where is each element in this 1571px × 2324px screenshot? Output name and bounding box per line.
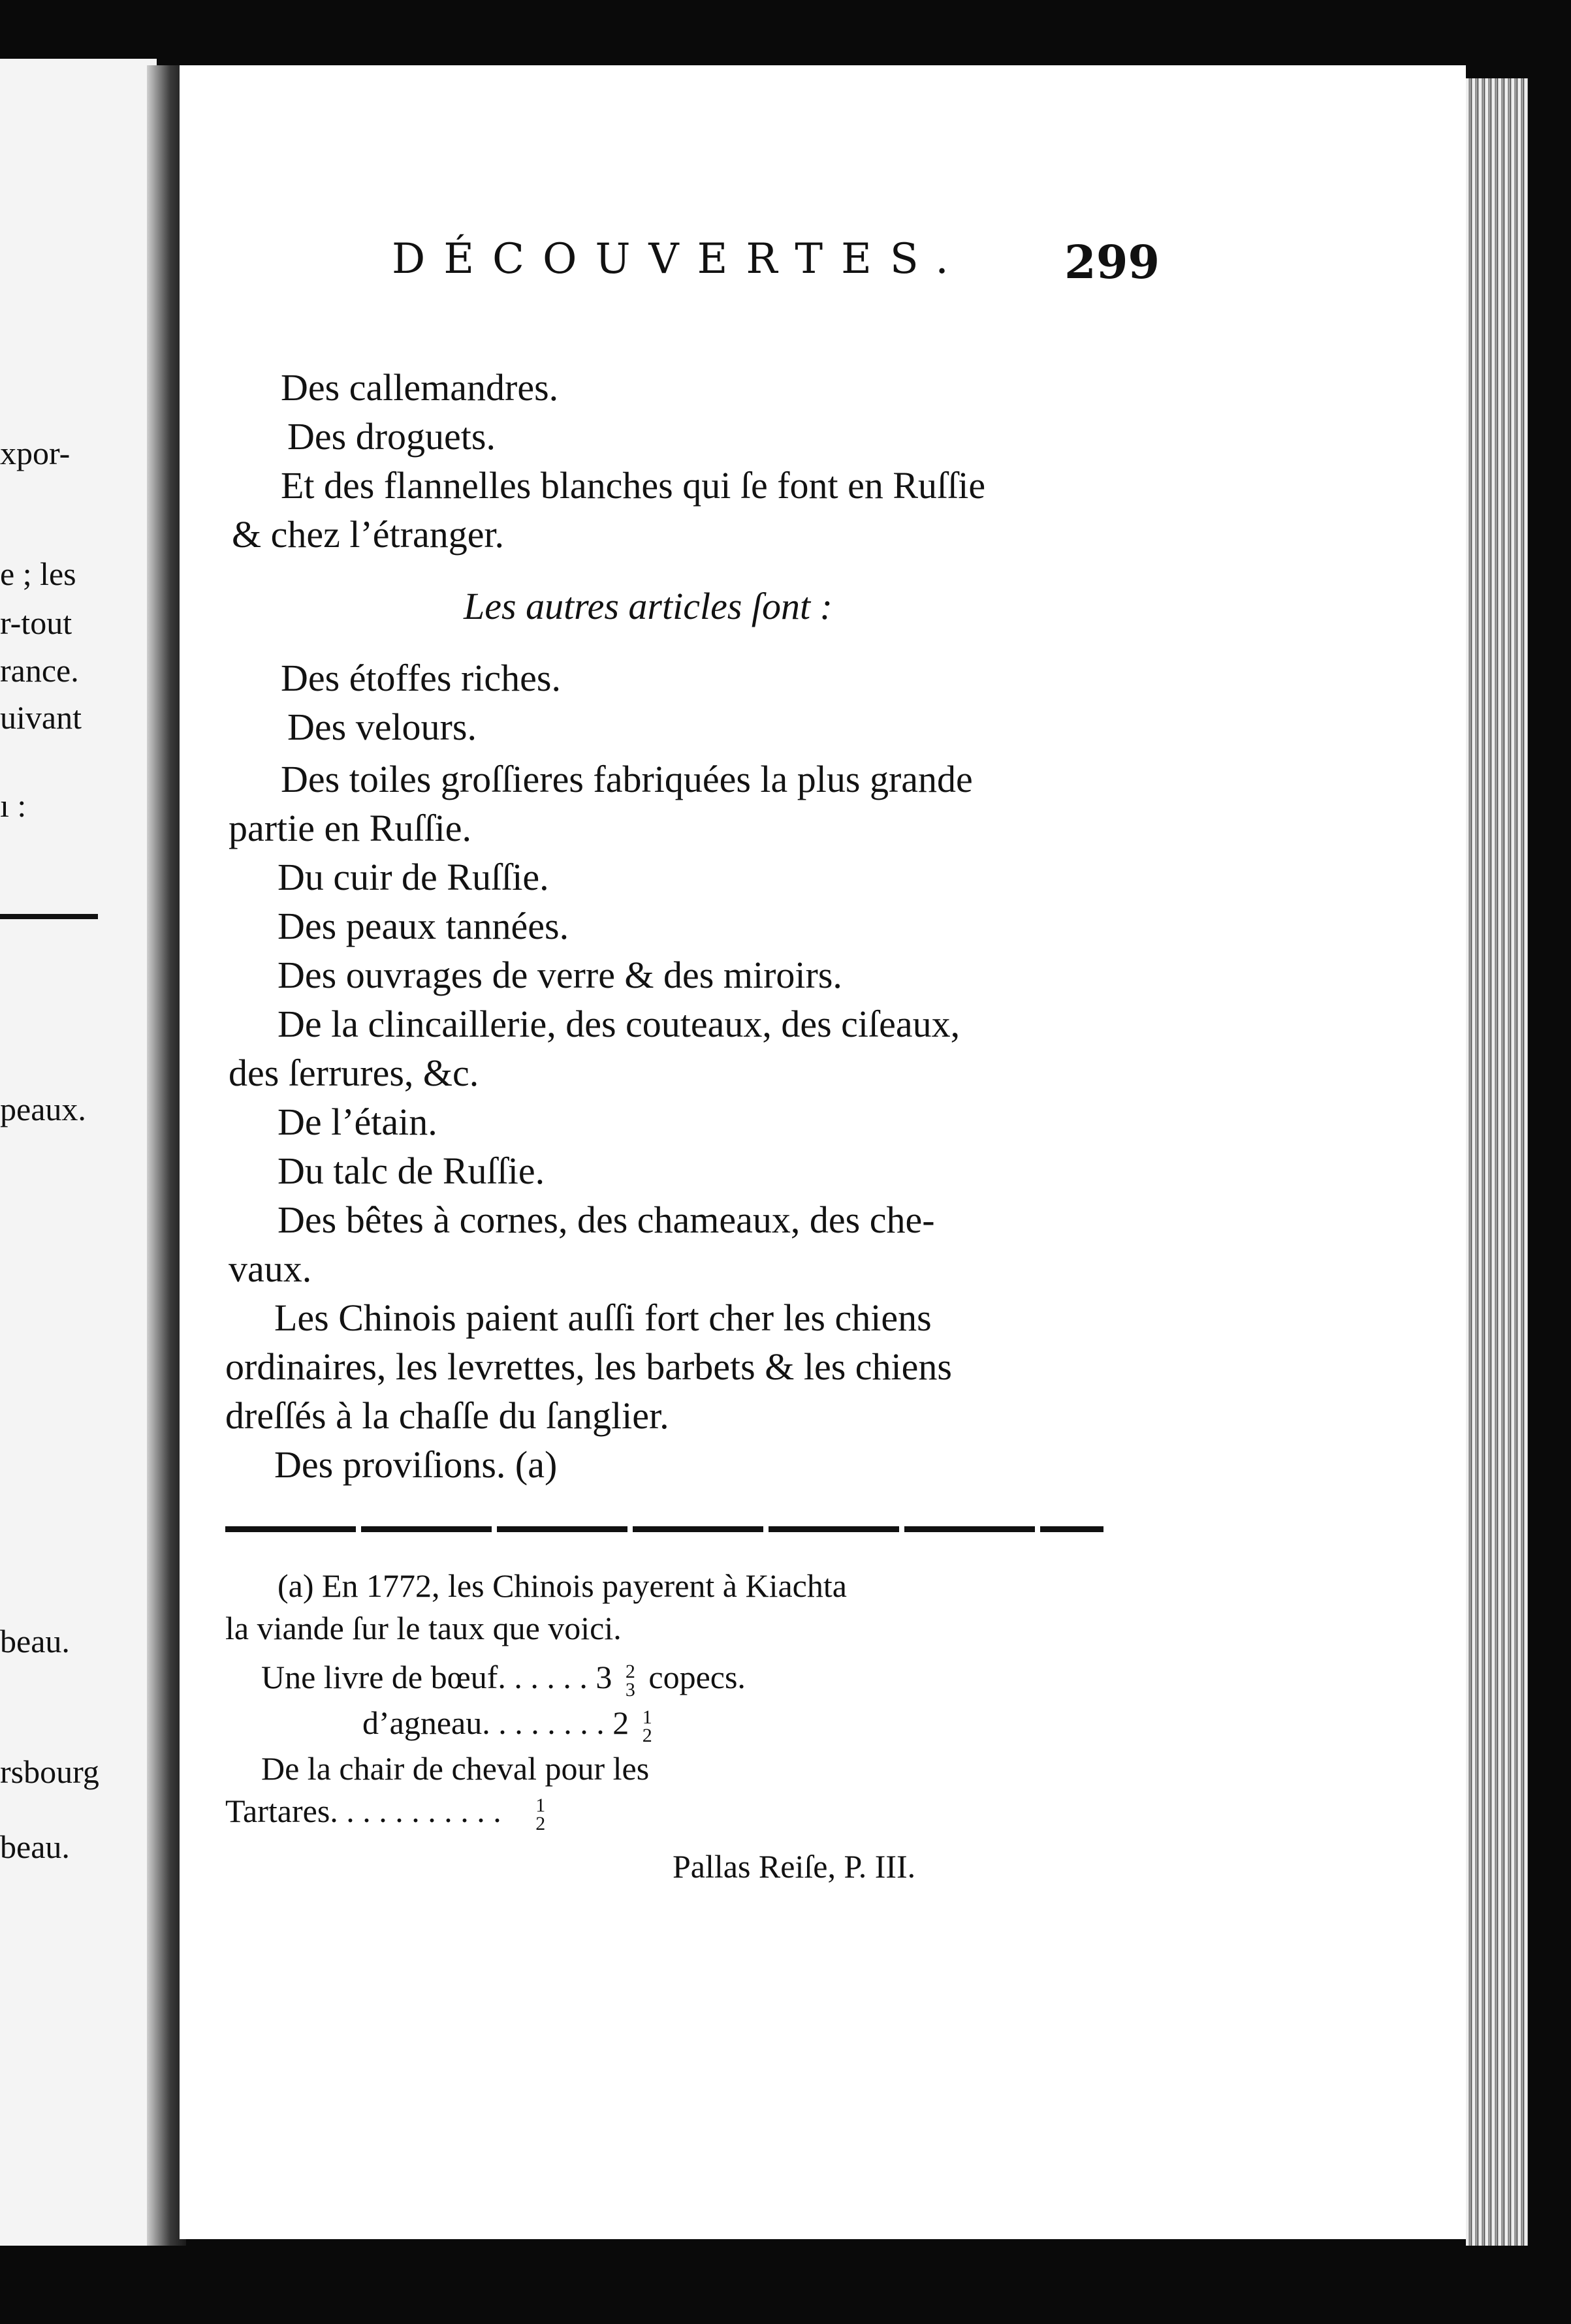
page-number: 299 — [1064, 235, 1160, 289]
fraction: 2 3 — [625, 1660, 635, 1701]
footnote-text: la viande ſur le taux que voici. — [225, 1610, 622, 1646]
footnote-row-label: d’agneau. . . . . . . . 2 — [362, 1704, 629, 1741]
text-line: Des peaux tannées. — [278, 905, 569, 947]
left-page-text: ı : — [0, 787, 27, 824]
running-header — [215, 215, 1160, 300]
text-line: & chez l’étranger. — [232, 513, 505, 556]
left-page-text: beau. — [0, 1623, 70, 1659]
footnote-row — [225, 1792, 550, 1833]
text-line: Des velours. — [287, 706, 477, 748]
left-page-text: rance. — [0, 652, 79, 689]
left-page-text: uivant — [0, 699, 82, 736]
text-line: ordinaires, les levrettes, les barbets & les chiens — [225, 1345, 952, 1388]
left-page-text: xpor- — [0, 435, 71, 471]
left-page-fragment — [0, 59, 157, 2246]
text-line: Des bêtes à cornes, des chameaux, des che- — [278, 1199, 935, 1241]
text-line: Du talc de Ruſſie. — [278, 1150, 545, 1192]
left-page-text: r-tout — [0, 605, 72, 641]
footnote-row — [362, 1704, 658, 1745]
text-line: Les Chinois paient auſſi fort cher les chiens — [274, 1296, 932, 1339]
footnote-row-label: Tartares. . . . . . . . . . . — [225, 1793, 501, 1829]
text-line: dreſſés à la chaſſe du ſanglier. — [225, 1394, 669, 1437]
left-page-text: e ; les — [0, 556, 76, 592]
text-line: des ſerrures, &c. — [229, 1052, 479, 1094]
text-line: De la clincaillerie, des couteaux, des ciſeaux, — [278, 1003, 960, 1045]
text-line: Du cuir de Ruſſie. — [278, 856, 549, 898]
section-heading: Les autres articles ſont : — [464, 585, 833, 627]
running-title: DÉCOUVERTES. — [392, 235, 967, 283]
text-line: vaux. — [229, 1248, 312, 1290]
footnote-row-label: Une livre de bœuf. . . . . . 3 — [261, 1659, 612, 1695]
fraction: 1 2 — [535, 1794, 546, 1834]
footnote-source: Pallas Reiſe, P. III. — [673, 1848, 916, 1885]
left-page-rule — [0, 914, 98, 919]
fraction: 1 2 — [642, 1706, 652, 1746]
footnote-text: (a) En 1772, les Chinois payerent à Kiachta — [278, 1567, 847, 1604]
text-line: Des ouvrages de verre & des miroirs. — [278, 954, 842, 996]
footnote-text: De la chair de cheval pour les — [261, 1750, 650, 1787]
footnote-row — [261, 1658, 746, 1699]
left-page-text: peaux. — [0, 1091, 86, 1127]
left-page-text: rsbourg — [0, 1753, 99, 1790]
text-line: Et des flannelles blanches qui ſe font en Ruſſie — [281, 464, 986, 507]
text-line: De l’étain. — [278, 1101, 437, 1143]
text-line: Des callemandres. — [281, 366, 559, 409]
left-page-text: beau. — [0, 1829, 70, 1865]
text-line: partie en Ruſſie. — [229, 807, 472, 849]
text-line: Des toiles groſſieres fabriquées la plus grande — [281, 758, 973, 800]
page-edges — [1466, 78, 1528, 2246]
text-line: Des proviſions. (a) — [274, 1443, 558, 1486]
text-line: Des droguets. — [287, 415, 496, 458]
text-line: Des étoffes riches. — [281, 657, 561, 699]
footnote-separator — [225, 1526, 1103, 1532]
unit-label: copecs. — [648, 1659, 746, 1695]
